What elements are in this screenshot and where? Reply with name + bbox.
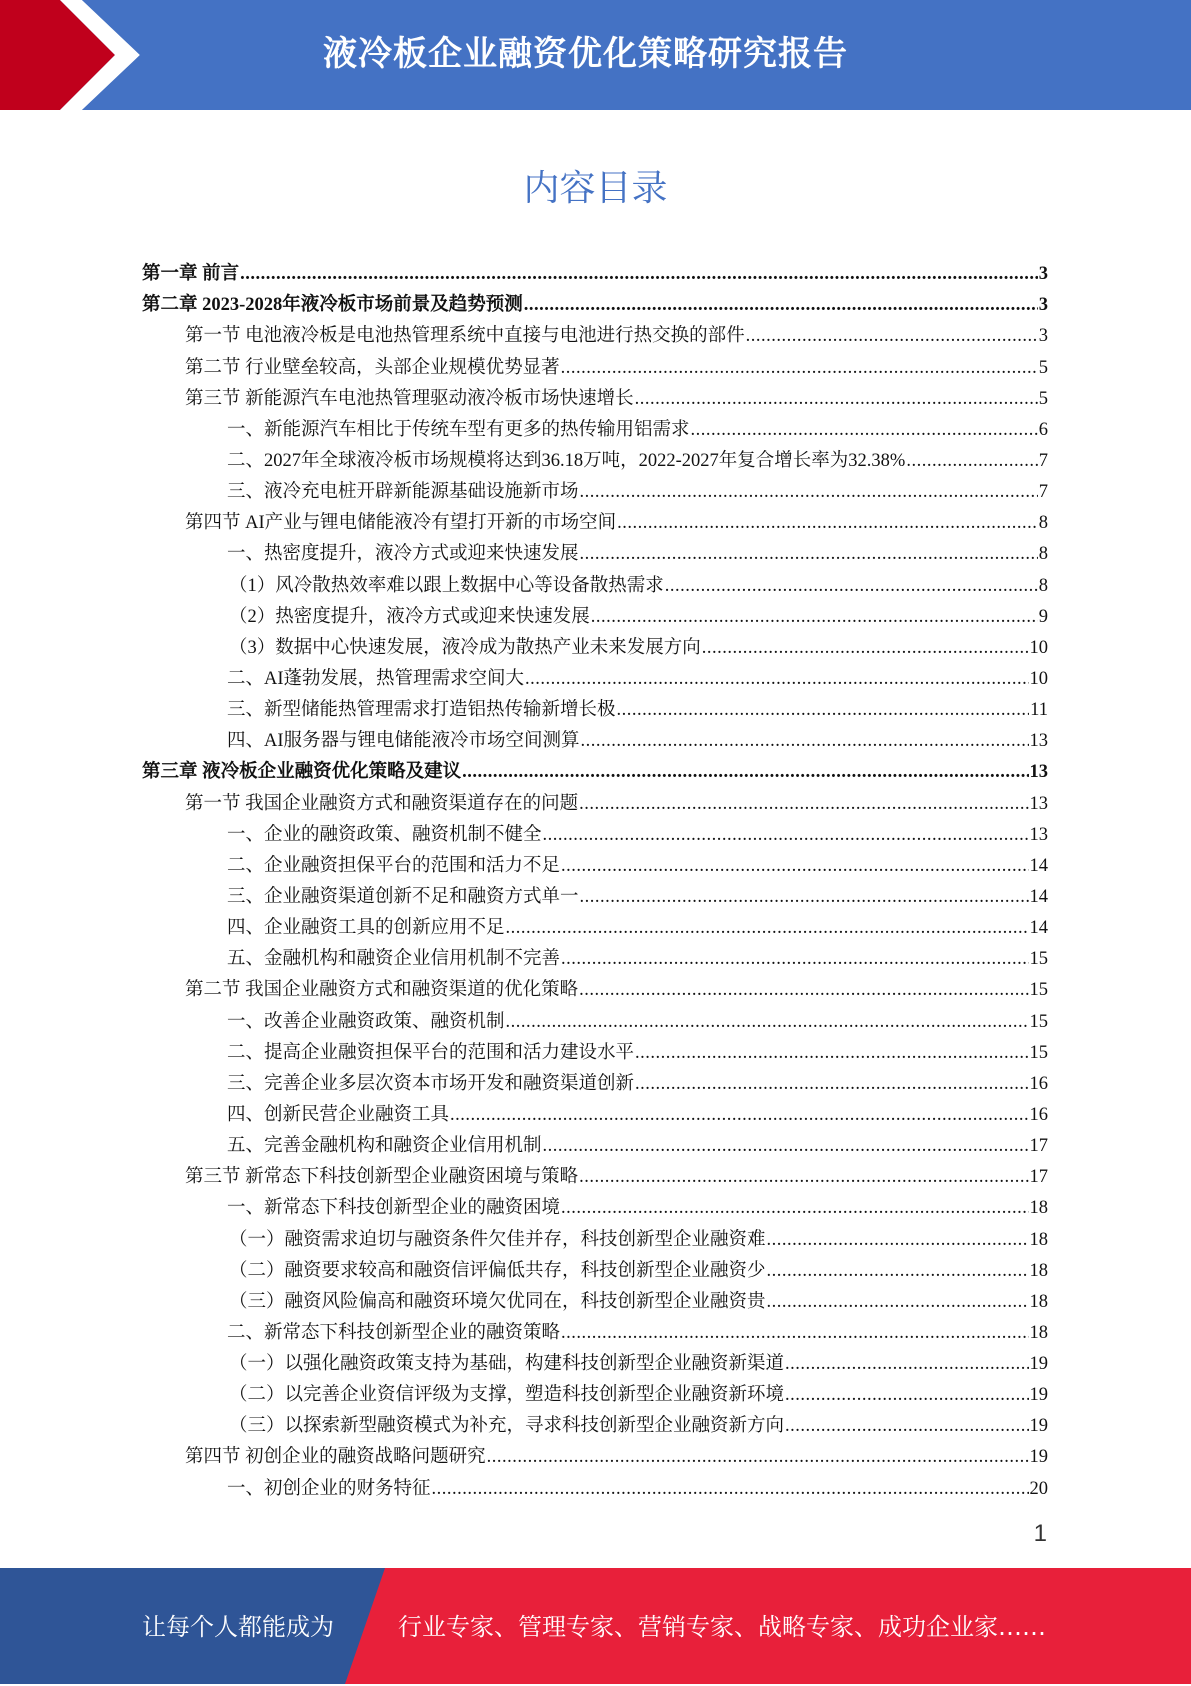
- toc-entry-title: 第一节 电池液冷板是电池热管理系统中直接与电池进行热交换的部件: [185, 326, 745, 347]
- toc-entry-page: 7: [1038, 482, 1048, 503]
- toc-entry[interactable]: [142, 285, 1048, 316]
- toc-entry[interactable]: [142, 379, 1048, 410]
- toc-dot-leader: [617, 512, 1038, 534]
- toc-dot-leader: [525, 668, 1028, 690]
- toc-entry-title: （二）融资要求较高和融资信评偏低共存，科技创新型企业融资少: [229, 1260, 766, 1281]
- toc-dot-leader: [240, 263, 1038, 285]
- toc-entry-title: 二、新常态下科技创新型企业的融资策略: [227, 1322, 561, 1343]
- footer-slogan-right: 行业专家、管理专家、营销专家、战略专家、成功企业家……: [398, 1613, 1046, 1641]
- toc-entry-title: 四、企业融资工具的创新应用不足: [227, 918, 505, 939]
- toc-dot-leader: [561, 855, 1028, 877]
- toc-entry[interactable]: [142, 1095, 1048, 1126]
- toc-dot-leader: [767, 1228, 1029, 1250]
- toc-dot-leader: [580, 886, 1029, 908]
- toc-entry-title: 二、企业融资担保平台的范围和活力不足: [227, 855, 561, 876]
- toc-entry-page: 17: [1029, 1136, 1048, 1157]
- toc-entry-title: 五、完善金融机构和融资企业信用机制: [227, 1136, 542, 1157]
- toc-dot-leader: [561, 1197, 1028, 1219]
- toc-entry-title: 三、企业融资渠道创新不足和融资方式单一: [227, 886, 579, 907]
- toc-dot-leader: [591, 606, 1038, 628]
- toc-dot-leader: [579, 1166, 1028, 1188]
- toc-dot-leader: [561, 948, 1028, 970]
- toc-entry[interactable]: [142, 441, 1048, 472]
- toc-entry-title: 一、新能源汽车相比于传统车型有更多的热传输用铝需求: [227, 419, 690, 440]
- header-arrow-decoration: [0, 0, 160, 110]
- toc-entry[interactable]: [142, 316, 1048, 347]
- toc-entry-page: 14: [1029, 855, 1048, 876]
- toc-entry[interactable]: [142, 254, 1048, 285]
- toc-entry[interactable]: [142, 1157, 1048, 1188]
- toc-entry-page: 3: [1038, 264, 1048, 285]
- toc-entry-title: 第四节 初创企业的融资战略问题研究: [185, 1447, 486, 1468]
- toc-dot-leader: [635, 1041, 1028, 1063]
- toc-entry[interactable]: [142, 1001, 1048, 1032]
- toc-entry[interactable]: [142, 752, 1048, 783]
- toc-dot-leader: [506, 917, 1029, 939]
- page-footer: [0, 1568, 1191, 1684]
- toc-entry-page: 15: [1029, 949, 1048, 970]
- toc-entry-page: 18: [1029, 1322, 1048, 1343]
- toc-entry-title: 第二章 2023-2028年液冷板市场前景及趋势预测: [142, 295, 523, 316]
- toc-dot-leader: [746, 325, 1038, 347]
- toc-entry-page: 8: [1038, 513, 1048, 534]
- page-header: [0, 0, 1191, 110]
- toc-entry[interactable]: [142, 565, 1048, 596]
- page-number: 1: [1033, 1520, 1047, 1547]
- toc-entry[interactable]: [142, 846, 1048, 877]
- toc-entry-page: 10: [1029, 637, 1048, 658]
- toc-entry-page: 5: [1038, 388, 1048, 409]
- toc-dot-leader: [450, 1104, 1028, 1126]
- toc-entry-page: 14: [1029, 886, 1048, 907]
- toc-entry[interactable]: [142, 1126, 1048, 1157]
- toc-entry-title: 一、热密度提升，液冷方式或迎来快速发展: [227, 544, 579, 565]
- toc-entry[interactable]: [142, 1437, 1048, 1468]
- toc-entry-page: 13: [1029, 793, 1048, 814]
- toc-dot-leader: [767, 1291, 1029, 1313]
- toc-entry[interactable]: [142, 659, 1048, 690]
- toc-dot-leader: [785, 1415, 1028, 1437]
- toc-heading: 内容目录: [523, 168, 668, 209]
- toc-entry-title: 第三节 新能源汽车电池热管理驱动液冷板市场快速增长: [185, 388, 634, 409]
- toc-entry-page: 11: [1030, 700, 1048, 721]
- toc-entry-page: 16: [1029, 1073, 1048, 1094]
- toc-dot-leader: [691, 419, 1038, 441]
- toc-entry-page: 19: [1029, 1416, 1048, 1437]
- toc-entry[interactable]: [142, 472, 1048, 503]
- toc-dot-leader: [543, 823, 1029, 845]
- footer-slogan-left: 让每个人都能成为: [142, 1613, 334, 1641]
- toc-dot-leader: [785, 1353, 1028, 1375]
- toc-entry-title: （三）融资风险偏高和融资环境欠优同在，科技创新型企业融资贵: [229, 1291, 766, 1312]
- toc-entry-title: 第三节 新常态下科技创新型企业融资困境与策略: [185, 1167, 579, 1188]
- toc-entry[interactable]: [142, 1406, 1048, 1437]
- toc-entry[interactable]: [142, 939, 1048, 970]
- toc-entry-page: 19: [1029, 1354, 1048, 1375]
- table-of-contents: [142, 254, 1048, 1500]
- toc-dot-leader: [702, 637, 1029, 659]
- toc-entry-title: 五、金融机构和融资企业信用机制不完善: [227, 949, 561, 970]
- toc-entry-title: （一）以强化融资政策支持为基础，构建科技创新型企业融资新渠道: [229, 1354, 785, 1375]
- toc-entry-title: （1）风冷散热效率难以跟上数据中心等设备散热需求: [229, 575, 664, 596]
- toc-dot-leader: [785, 1384, 1028, 1406]
- toc-entry-title: 四、创新民营企业融资工具: [227, 1104, 450, 1125]
- toc-entry-page: 13: [1029, 731, 1048, 752]
- toc-entry-title: 一、初创企业的财务特征: [227, 1478, 431, 1499]
- toc-entry-title: 一、企业的融资政策、融资机制不健全: [227, 824, 542, 845]
- toc-entry[interactable]: [142, 690, 1048, 721]
- toc-entry[interactable]: [142, 877, 1048, 908]
- toc-dot-leader: [580, 543, 1038, 565]
- toc-dot-leader: [543, 1135, 1029, 1157]
- toc-entry-page: 17: [1029, 1167, 1048, 1188]
- toc-entry-page: 5: [1038, 357, 1048, 378]
- toc-entry-page: 18: [1029, 1291, 1048, 1312]
- toc-entry[interactable]: [142, 908, 1048, 939]
- toc-entry-page: 6: [1038, 419, 1048, 440]
- toc-dot-leader: [432, 1477, 1029, 1499]
- report-title: 液冷板企业融资优化策略研究报告: [323, 34, 848, 74]
- toc-entry-title: 一、新常态下科技创新型企业的融资困境: [227, 1198, 561, 1219]
- toc-entry-title: 三、液冷充电桩开辟新能源基础设施新市场: [227, 482, 579, 503]
- toc-dot-leader: [906, 450, 1037, 472]
- toc-entry[interactable]: [142, 1251, 1048, 1282]
- toc-entry-page: 15: [1029, 980, 1048, 1001]
- toc-entry-page: 7: [1038, 450, 1048, 471]
- toc-dot-leader: [635, 1073, 1028, 1095]
- toc-entry[interactable]: [142, 628, 1048, 659]
- toc-entry[interactable]: [142, 410, 1048, 441]
- toc-entry[interactable]: [142, 1468, 1048, 1499]
- toc-entry[interactable]: [142, 721, 1048, 752]
- toc-dot-leader: [579, 792, 1028, 814]
- toc-entry-page: 13: [1029, 824, 1048, 845]
- toc-dot-leader: [581, 730, 1029, 752]
- toc-entry-page: 3: [1038, 295, 1048, 316]
- toc-entry-title: 第三章 液冷板企业融资优化策略及建议: [142, 762, 462, 783]
- toc-entry-title: 三、新型储能热管理需求打造铝热传输新增长极: [227, 700, 616, 721]
- toc-entry-page: 19: [1029, 1447, 1048, 1468]
- toc-entry[interactable]: [142, 503, 1048, 534]
- toc-entry[interactable]: [142, 1375, 1048, 1406]
- toc-entry-page: 13: [1029, 762, 1048, 783]
- toc-entry-title: 第四节 AI产业与锂电储能液冷有望打开新的市场空间: [185, 513, 617, 534]
- toc-dot-leader: [561, 356, 1038, 378]
- toc-dot-leader: [579, 979, 1028, 1001]
- toc-entry-title: 第一节 我国企业融资方式和融资渠道存在的问题: [185, 793, 579, 814]
- toc-entry-title: 第二节 行业壁垒较高，头部企业规模优势显著: [185, 357, 560, 378]
- toc-entry-page: 18: [1029, 1260, 1048, 1281]
- toc-entry-title: 四、AI服务器与锂电储能液冷市场空间测算: [227, 731, 580, 752]
- toc-entry-page: 9: [1038, 606, 1048, 627]
- toc-dot-leader: [524, 294, 1038, 316]
- toc-entry-title: （2）热密度提升，液冷方式或迎来快速发展: [229, 606, 590, 627]
- toc-entry[interactable]: [142, 783, 1048, 814]
- toc-entry[interactable]: [142, 1344, 1048, 1375]
- toc-entry-title: 二、提高企业融资担保平台的范围和活力建设水平: [227, 1042, 635, 1063]
- toc-entry-page: 15: [1029, 1042, 1048, 1063]
- toc-dot-leader: [665, 574, 1038, 596]
- toc-entry-page: 16: [1029, 1104, 1048, 1125]
- toc-entry-title: （二）以完善企业资信评级为支撑，塑造科技创新型企业融资新环境: [229, 1385, 785, 1406]
- toc-entry-title: 一、改善企业融资政策、融资机制: [227, 1011, 505, 1032]
- toc-entry-page: 10: [1029, 668, 1048, 689]
- toc-entry-page: 18: [1029, 1198, 1048, 1219]
- toc-dot-leader: [617, 699, 1030, 721]
- toc-entry[interactable]: [142, 1033, 1048, 1064]
- toc-entry[interactable]: [142, 1064, 1048, 1095]
- toc-entry[interactable]: [142, 534, 1048, 565]
- toc-dot-leader: [767, 1259, 1029, 1281]
- toc-entry[interactable]: [142, 347, 1048, 378]
- toc-entry[interactable]: [142, 815, 1048, 846]
- toc-dot-leader: [462, 761, 1028, 783]
- toc-dot-leader: [635, 388, 1038, 410]
- toc-entry-page: 3: [1038, 326, 1048, 347]
- toc-entry-title: 第二节 我国企业融资方式和融资渠道的优化策略: [185, 980, 579, 1001]
- toc-entry[interactable]: [142, 970, 1048, 1001]
- toc-entry-page: 20: [1029, 1478, 1048, 1499]
- toc-entry-title: 三、完善企业多层次资本市场开发和融资渠道创新: [227, 1073, 635, 1094]
- toc-entry-title: （3）数据中心快速发展，液冷成为散热产业未来发展方向: [229, 637, 701, 658]
- toc-entry[interactable]: [142, 1282, 1048, 1313]
- toc-entry-title: 第一章 前言: [142, 264, 240, 285]
- toc-entry-title: 二、AI蓬勃发展，热管理需求空间大: [227, 668, 525, 689]
- toc-entry-page: 15: [1029, 1011, 1048, 1032]
- toc-dot-leader: [487, 1446, 1029, 1468]
- toc-entry-title: （一）融资需求迫切与融资条件欠佳并存，科技创新型企业融资难: [229, 1229, 766, 1250]
- toc-entry-title: （三）以探索新型融资模式为补充，寻求科技创新型企业融资新方向: [229, 1416, 785, 1437]
- toc-entry-page: 8: [1038, 544, 1048, 565]
- toc-entry-page: 19: [1029, 1385, 1048, 1406]
- toc-entry[interactable]: [142, 597, 1048, 628]
- toc-dot-leader: [580, 481, 1038, 503]
- toc-entry[interactable]: [142, 1313, 1048, 1344]
- toc-dot-leader: [506, 1010, 1029, 1032]
- toc-entry-page: 14: [1029, 918, 1048, 939]
- toc-entry[interactable]: [142, 1219, 1048, 1250]
- toc-dot-leader: [561, 1322, 1028, 1344]
- toc-entry-title: 二、2027年全球液冷板市场规模将达到36.18万吨，2022-2027年复合增长率为32.38%: [227, 450, 906, 471]
- toc-entry-page: 8: [1038, 575, 1048, 596]
- toc-entry[interactable]: [142, 1188, 1048, 1219]
- toc-entry-page: 18: [1029, 1229, 1048, 1250]
